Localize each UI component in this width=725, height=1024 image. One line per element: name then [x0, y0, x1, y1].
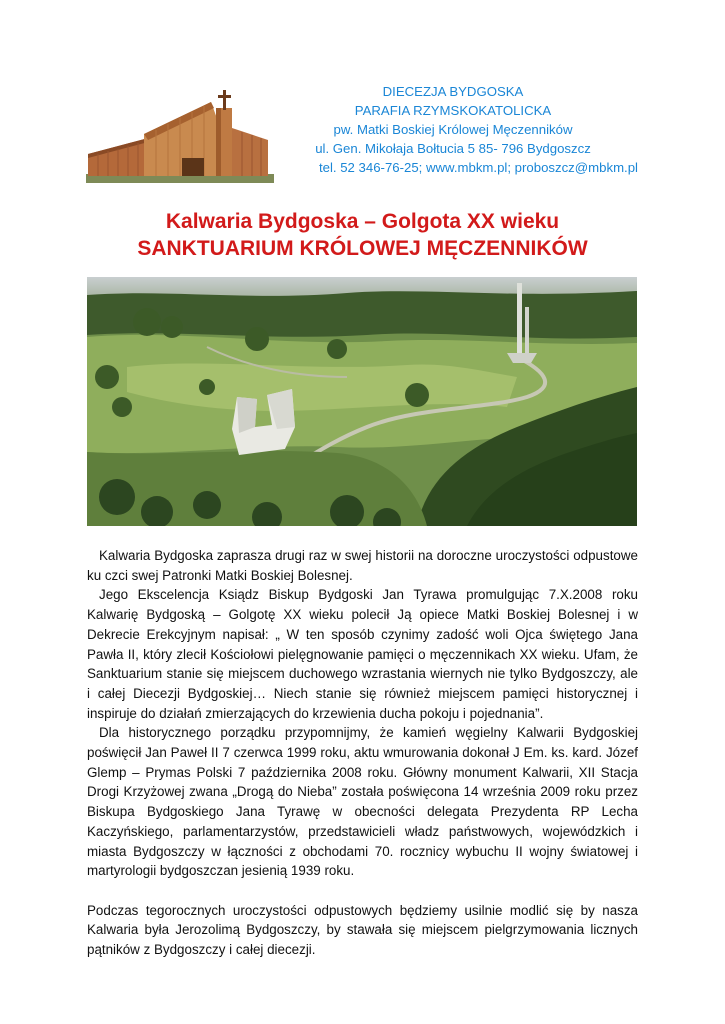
page-title	[0, 208, 725, 262]
paragraph-invitation: Kalwaria Bydgoska zaprasza drugi raz w swej historii na doroczne uroczystości odpustowe ku czci swej Patronki Matki Boskiej Bolesnej.	[87, 548, 638, 583]
church-illustration	[86, 88, 274, 183]
paragraph-closing: Podczas tegorocznych uroczystości odpustowych będziemy usilnie modlić się by nasza Kalwaria była Jerozolimą Bydgoszczy, by stawała się miejscem pielgrzymowania licznych pątników z Bydgoszczy i całej diecezji.	[87, 902, 638, 958]
diocese-name: DIECEZJA BYDGOSKA	[382, 84, 524, 99]
article-body	[87, 546, 638, 960]
paragraph-history: Dla historycznego porządku przypomnijmy, że kamień węgielny Kalwarii Bydgoskiej poświęcił Jan Paweł II 7 czerwca 1999 roku, aktu wmurowania dokonał J Em. ks. kard. Józef Glemp – Prymas Polski 7 października 2008 roku. Główny monument Kalwarii, XII Stacja Drogi Krzyżowej zwana „Drogą do Nieba” została poświęcona 14 września 2009 roku przez Biskupa Bydgoskiego Jana Tyrawę w obecności delegata Prezydenta RP Lecha Kaczyńskiego, parlamentarzystów, przedstawicieli władz państwowych, wojewódzkich i miasta Bydgoszczy w łączności z obchodami 70. rocznicy wybuchu II wojny światowej i martyrologii bydgoszczan jesienią 1939 roku.	[87, 725, 638, 879]
parish-info	[268, 82, 638, 177]
parish-contact: tel. 52 346-76-25; www.mbkm.pl; proboszcz@mbkm.pl	[318, 160, 638, 175]
paragraph-decree: Jego Ekscelencja Ksiądz Biskup Bydgoski Jan Tyrawa promulgując 7.X.2008 roku Kalwarię Bydgoską – Golgotę XX wieku polecił Ją opiece Matki Boskiej Bolesnej i w Dekrecie Erekcyjnym napisał: „ W ten sposób czynimy zadość woli Ojca świętego Jana Pawła II, który zlecił Kościołowi pielęgnowanie pamięci o męczennikach XX wieku. Ufam, że Sanktuarium stanie się miejscem duchowego wzrastania wiernych nie tylko Bydgoszczy, ale i całej Diecezji Bydgoskiej… Niech stanie się również miejscem pamięci historycznej i inspiruje do działań zmierzających do krzewienia ducha pokoju i pojednania”.	[87, 587, 638, 721]
parish-patron: pw. Matki Boskiej Królowej Męczenników	[333, 122, 573, 137]
letterhead	[0, 0, 725, 200]
parish-address: ul. Gen. Mikołaja Bołtucia 5 85- 796 Bydgoszcz	[315, 141, 591, 156]
title-line-1: Kalwaria Bydgoska – Golgota XX wieku	[165, 210, 560, 233]
parish-name: PARAFIA RZYMSKOKATOLICKA	[354, 103, 552, 118]
aerial-photo-calvary	[87, 277, 637, 526]
title-line-2: SANKTUARIUM KRÓLOWEJ MĘCZENNIKÓW	[137, 237, 588, 260]
